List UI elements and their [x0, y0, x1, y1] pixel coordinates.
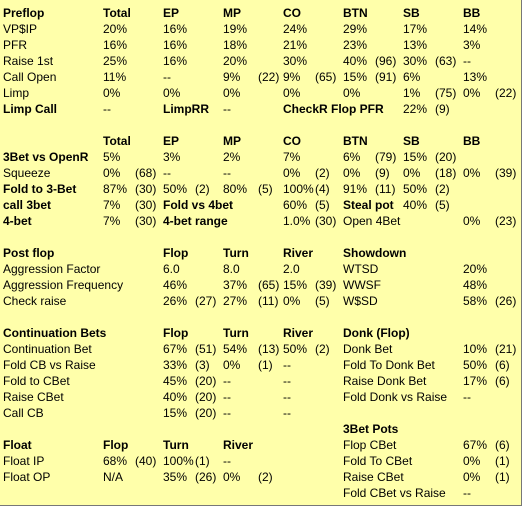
stat-label: Squeeze — [3, 166, 51, 180]
stat-value: 48% — [463, 278, 488, 292]
stat-value: 15% — [403, 150, 428, 164]
stat-value: WTSD — [343, 262, 379, 276]
stat-value: (65) — [315, 70, 337, 84]
stat-value: -- — [223, 166, 231, 180]
stat-value: Raise Donk Bet — [343, 374, 427, 388]
stat-value: 3% — [163, 150, 181, 164]
stat-value: 0% — [223, 470, 241, 484]
stat-header: River — [283, 326, 314, 340]
stat-label: VP$IP — [3, 22, 38, 36]
stat-value: 16% — [163, 54, 188, 68]
stat-value: -- — [283, 374, 291, 388]
stat-value: -- — [223, 390, 231, 404]
stat-header: Steal pot — [343, 198, 394, 212]
stat-label: Fold to CBet — [3, 374, 70, 388]
stat-value: 3% — [463, 38, 481, 52]
stat-value: 2.0 — [283, 262, 300, 276]
stat-value: 45% — [163, 374, 188, 388]
stat-value: WWSF — [343, 278, 381, 292]
stat-value: -- — [103, 102, 111, 116]
stat-value: -- — [223, 406, 231, 420]
stat-value: 33% — [163, 358, 188, 372]
stat-value: Open 4Bet — [343, 214, 401, 228]
stat-value: 15% — [283, 278, 308, 292]
stat-header: MP — [223, 6, 241, 20]
stat-value: 0% — [463, 454, 481, 468]
stat-header: 4-bet — [3, 214, 32, 228]
stat-value: 7% — [103, 198, 121, 212]
stat-value: (2) — [435, 182, 450, 196]
stat-value: (65) — [258, 278, 280, 292]
stat-value: 54% — [223, 342, 248, 356]
stat-value: 67% — [163, 342, 188, 356]
stat-value: (30) — [315, 214, 337, 228]
stat-value: (27) — [195, 294, 217, 308]
stat-value: 16% — [103, 38, 128, 52]
stat-value: 17% — [403, 22, 428, 36]
stat-value: 40% — [343, 54, 368, 68]
stat-value: 15% — [163, 406, 188, 420]
stat-label: Limp — [3, 86, 30, 100]
stat-value: (20) — [195, 374, 217, 388]
stat-value: 0% — [223, 86, 241, 100]
stat-value: 87% — [103, 182, 128, 196]
stat-header: BB — [463, 134, 481, 148]
stat-value: 0% — [283, 294, 301, 308]
stat-value: 11% — [103, 70, 127, 84]
stat-value: -- — [223, 454, 231, 468]
stat-value: -- — [283, 406, 291, 420]
stat-label: Check raise — [3, 294, 67, 308]
stat-value: (79) — [375, 150, 397, 164]
stat-value: 0% — [103, 166, 121, 180]
stat-label: PFR — [3, 38, 27, 52]
stat-header: Fold vs 4bet — [163, 198, 234, 212]
stat-value: (51) — [195, 342, 217, 356]
stat-header: EP — [163, 6, 180, 20]
stat-label: Fold CB vs Raise — [3, 358, 96, 372]
stat-value: (11) — [258, 294, 279, 308]
stat-value: (5) — [258, 182, 273, 196]
stat-header: Float — [3, 438, 32, 452]
stat-value: (5) — [315, 198, 330, 212]
stat-value: 23% — [343, 38, 368, 52]
stat-value: 46% — [163, 278, 188, 292]
stat-header: Total — [103, 6, 131, 20]
stat-value: 0% — [463, 166, 481, 180]
stat-value: W$SD — [343, 294, 378, 308]
stat-value: 0% — [223, 358, 241, 372]
stat-value: (63) — [435, 54, 457, 68]
stat-value: (1) — [495, 470, 510, 484]
stat-value: 0% — [463, 214, 481, 228]
stat-value: 0% — [283, 86, 301, 100]
stat-header: Turn — [223, 246, 249, 260]
stat-value: Fold To CBet — [343, 454, 413, 468]
stat-value: 67% — [463, 438, 488, 452]
stat-header: River — [283, 246, 314, 260]
stat-header: Limp Call — [3, 102, 58, 116]
stat-value: (11) — [375, 182, 396, 196]
stat-header: Fold to 3-Bet — [3, 182, 77, 196]
stat-value: (2) — [315, 166, 330, 180]
stat-value: 26% — [163, 294, 188, 308]
stat-header: Continuation Bets — [3, 326, 107, 340]
stat-value: 1% — [403, 86, 421, 100]
stat-value: 15% — [343, 70, 368, 84]
stat-value: (9) — [435, 102, 450, 116]
stat-value: 8.0 — [223, 262, 240, 276]
stat-header: Turn — [163, 438, 189, 452]
stat-value: 17% — [463, 374, 488, 388]
stat-value: 0% — [283, 166, 301, 180]
stat-value: -- — [463, 54, 471, 68]
stat-value: 1.0% — [283, 214, 311, 228]
stat-header: BB — [463, 6, 481, 20]
stat-value: (2) — [258, 470, 273, 484]
stat-value: 16% — [163, 38, 188, 52]
stat-header: CheckR Flop PFR — [283, 102, 384, 116]
stat-value: (6) — [495, 374, 510, 388]
stat-value: (22) — [495, 86, 517, 100]
stat-value: 7% — [283, 150, 301, 164]
stat-value: 0% — [403, 166, 421, 180]
stat-label: Continuation Bet — [3, 342, 92, 356]
stat-value: (23) — [495, 214, 517, 228]
stat-value: 6% — [343, 150, 361, 164]
stat-value: Donk Bet — [343, 342, 393, 356]
stat-value: 100% — [163, 454, 194, 468]
stat-value: (6) — [495, 438, 510, 452]
stat-header: SB — [403, 6, 420, 20]
stat-header: Flop — [103, 438, 129, 452]
stat-value: 13% — [403, 38, 428, 52]
stat-value: (30) — [135, 214, 157, 228]
stat-value: Flop CBet — [343, 438, 397, 452]
stat-header: Turn — [223, 326, 249, 340]
stat-value: 18% — [223, 38, 248, 52]
stat-value: -- — [223, 374, 231, 388]
stat-label: Float OP — [3, 470, 51, 484]
stat-value: 30% — [403, 54, 428, 68]
stat-value: 0% — [343, 166, 361, 180]
stat-value: 35% — [163, 470, 188, 484]
stat-header: MP — [223, 134, 241, 148]
stat-value: (18) — [435, 166, 457, 180]
stat-value: Fold Donk vs Raise — [343, 390, 448, 404]
stat-value: (4) — [315, 182, 330, 196]
stat-value: 0% — [463, 86, 481, 100]
stat-value: 68% — [103, 454, 128, 468]
stat-header: BTN — [343, 6, 368, 20]
stat-value: 14% — [463, 22, 488, 36]
stat-value: 58% — [463, 294, 488, 308]
stat-value: (2) — [195, 182, 210, 196]
stat-label: Aggression Factor — [3, 262, 101, 276]
stat-value: 60% — [283, 198, 308, 212]
stat-value: 37% — [223, 278, 248, 292]
stat-value: 19% — [223, 22, 248, 36]
stat-value: (39) — [495, 166, 517, 180]
stat-value: (1) — [495, 454, 510, 468]
stat-value: 25% — [103, 54, 128, 68]
stat-value: (40) — [135, 454, 157, 468]
stat-label: Float IP — [3, 454, 45, 468]
stat-value: (9) — [375, 166, 390, 180]
stat-value: 0% — [343, 86, 361, 100]
stat-value: 6% — [403, 70, 421, 84]
stat-value: -- — [283, 390, 291, 404]
stat-value: N/A — [103, 470, 124, 484]
stat-value: 50% — [463, 358, 488, 372]
stat-value: 0% — [103, 86, 121, 100]
stat-header: 3Bet Pots — [343, 422, 399, 436]
stat-value: 40% — [163, 390, 188, 404]
stat-value: -- — [463, 486, 471, 500]
stat-value: 0% — [163, 86, 181, 100]
stat-value: 13% — [463, 70, 488, 84]
stat-value: 40% — [403, 198, 428, 212]
stat-value: 29% — [343, 22, 368, 36]
stat-header: SB — [403, 134, 420, 148]
stat-value: (30) — [135, 182, 157, 196]
stat-header: Flop — [163, 326, 189, 340]
stat-value: Fold To Donk Bet — [343, 358, 435, 372]
stat-value: -- — [223, 102, 231, 116]
stat-header: Post flop — [3, 246, 55, 260]
stat-value: -- — [283, 358, 291, 372]
stat-value: (1) — [195, 454, 210, 468]
stat-header: BTN — [343, 134, 368, 148]
stat-value: 5% — [103, 150, 121, 164]
stat-header: Showdown — [343, 246, 407, 260]
stat-header: River — [223, 438, 254, 452]
stat-value: (39) — [315, 278, 337, 292]
stat-label: Call Open — [3, 70, 57, 84]
stat-header: CO — [283, 6, 301, 20]
stat-value: 21% — [283, 38, 308, 52]
stat-value: (20) — [195, 406, 217, 420]
stat-value: 91% — [343, 182, 368, 196]
stat-value: (5) — [315, 294, 330, 308]
stat-value: 22% — [403, 102, 428, 116]
stat-value: 50% — [403, 182, 428, 196]
stat-value: 100% — [283, 182, 314, 196]
stat-value: 80% — [223, 182, 248, 196]
stat-value: (26) — [495, 294, 517, 308]
stat-value: (20) — [435, 150, 457, 164]
stat-value: (26) — [195, 470, 217, 484]
stat-value: 9% — [283, 70, 301, 84]
stat-value: 20% — [223, 54, 248, 68]
stat-value: (96) — [375, 54, 397, 68]
stat-value: (30) — [135, 198, 157, 212]
stat-value: (1) — [258, 358, 273, 372]
stat-value: 20% — [463, 262, 488, 276]
stat-value: (20) — [195, 390, 217, 404]
stat-value: 27% — [223, 294, 248, 308]
stat-header: Flop — [163, 246, 189, 260]
stat-label: Raise 1st — [3, 54, 54, 68]
stat-value: 16% — [163, 22, 188, 36]
stat-value: 50% — [163, 182, 188, 196]
stat-value: 2% — [223, 150, 241, 164]
stat-header: EP — [163, 134, 180, 148]
stat-value: 10% — [463, 342, 488, 356]
stat-value: 7% — [103, 214, 121, 228]
stat-label: Call CB — [3, 406, 44, 420]
stat-header: Donk (Flop) — [343, 326, 410, 340]
stat-header: Preflop — [3, 6, 45, 20]
stat-header: 4-bet range — [163, 214, 228, 228]
stat-header: CO — [283, 134, 301, 148]
stat-header: 3Bet vs OpenR — [3, 150, 89, 164]
stat-header: call 3bet — [3, 198, 52, 212]
stat-value: 50% — [283, 342, 308, 356]
stat-label: Aggression Frequency — [3, 278, 124, 292]
stat-value: 9% — [223, 70, 241, 84]
stat-value: 20% — [103, 22, 128, 36]
stat-header: Total — [103, 134, 131, 148]
stat-header: LimpRR — [163, 102, 209, 116]
stat-value: 0% — [463, 470, 481, 484]
stat-value: (21) — [495, 342, 517, 356]
stat-value: (3) — [195, 358, 210, 372]
stat-value: 6.0 — [163, 262, 180, 276]
stat-value: (22) — [258, 70, 280, 84]
stat-value: (13) — [258, 342, 280, 356]
stat-value: -- — [163, 166, 171, 180]
stat-value: (2) — [315, 342, 330, 356]
stat-value: (68) — [135, 166, 157, 180]
stat-label: Raise CBet — [3, 390, 64, 404]
stat-label: Fold CBet vs Raise — [343, 486, 446, 500]
stat-value: (75) — [435, 86, 457, 100]
stat-value: Raise CBet — [343, 470, 404, 484]
stat-value: (91) — [375, 70, 397, 84]
stat-value: (5) — [435, 198, 450, 212]
stat-value: 24% — [283, 22, 308, 36]
stat-value: 30% — [283, 54, 308, 68]
stat-value: -- — [163, 70, 171, 84]
stat-value: -- — [463, 390, 471, 404]
stat-value: (6) — [495, 358, 510, 372]
